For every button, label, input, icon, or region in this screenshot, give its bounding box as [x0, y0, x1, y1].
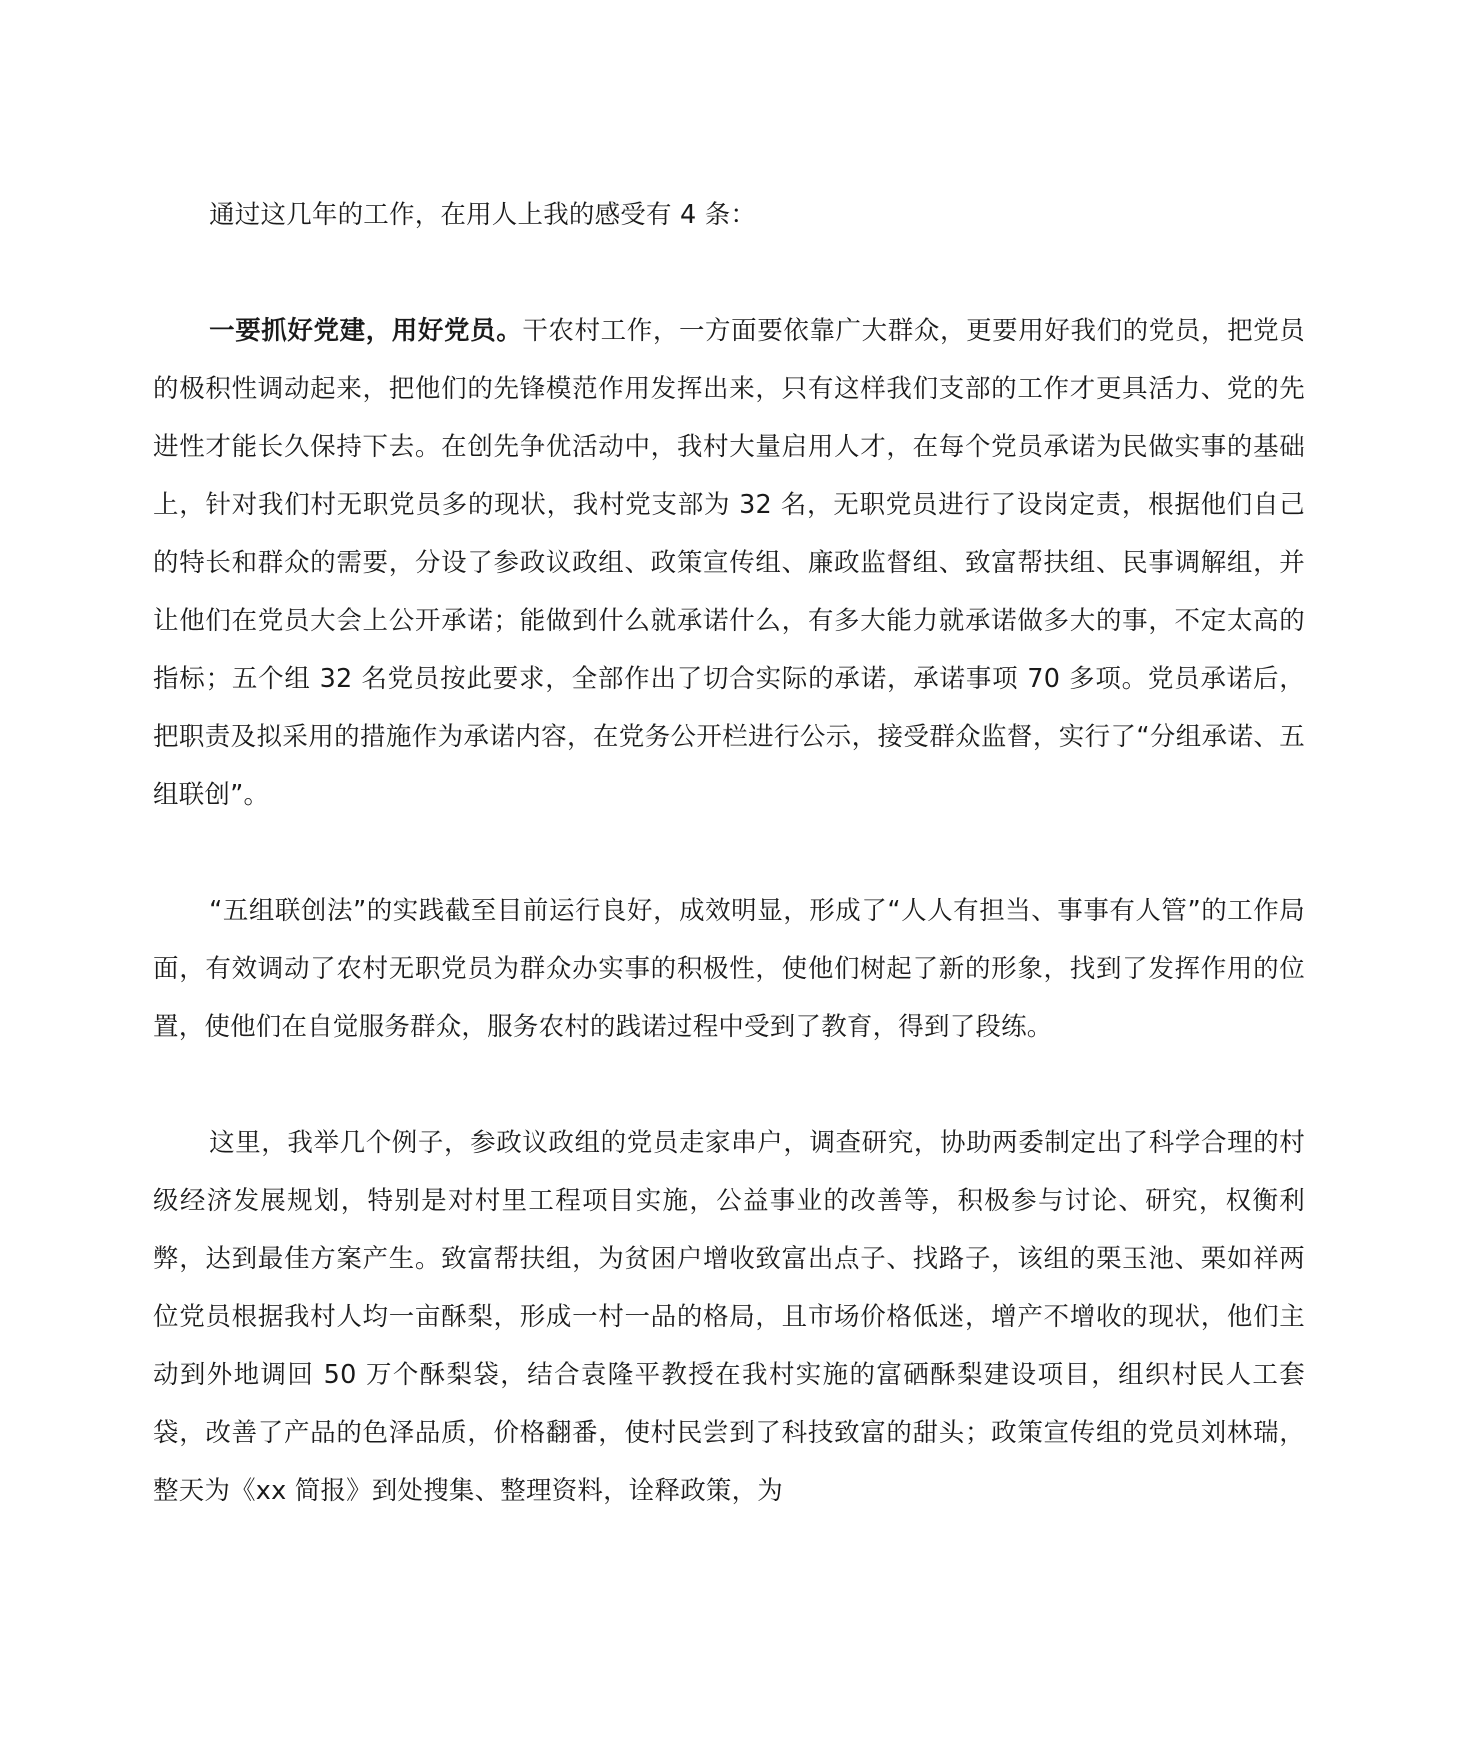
- document-body: [153, 186, 1305, 1578]
- paragraph-examples: [153, 1114, 1305, 1520]
- paragraph-text: “五组联创法”的实践截至目前运行良好，成效明显，形成了“人人有担当、事事有人管”的工作局面，有效调动了农村无职党员为群众办实事的积极性，使他们树起了新的形象，找到了发挥作用的位置，使他们在自觉服务群众，服务农村的践诺过程中受到了教育，得到了段练。: [153, 896, 1305, 1042]
- paragraph-intro: [153, 186, 1305, 244]
- paragraph-lead-heading: 一要抓好党建，用好党员。: [209, 316, 523, 346]
- paragraph-text: 通过这几年的工作，在用人上我的感受有 4 条：: [209, 200, 757, 230]
- paragraph-text: 这里，我举几个例子，参政议政组的党员走家串户，调查研究，协助两委制定出了科学合理的村级经济发展规划，特别是对村里工程项目实施，公益事业的改善等，积极参与讨论、研究，权衡利弊，达到最佳方案产生。致富帮扶组，为贫困户增收致富出点子、找路子，该组的栗玉池、栗如祥两位党员根据我村人均一亩酥梨，形成一村一品的格局，且市场价格低迷，增产不增收的现状，他们主动到外地调回 50 万个酥梨袋，结合袁隆平教授在我村实施的富硒酥梨建设项目，组织村民人工套袋，改善了产品的色泽品质，价格翻番，使村民尝到了科技致富的甜头；政策宣传组的党员刘林瑞，整天为《xx 简报》到处搜集、整理资料，诠释政策，为: [153, 1128, 1305, 1506]
- paragraph-text: 干农村工作，一方面要依靠广大群众，更要用好我们的党员，把党员的极积性调动起来，把他们的先锋模范作用发挥出来，只有这样我们支部的工作才更具活力、党的先进性才能长久保持下去。在创先争优活动中，我村大量启用人才，在每个党员承诺为民做实事的基础上，针对我们村无职党员多的现状，我村党支部为 32 名，无职党员进行了设岗定责，根据他们自己的特长和群众的需要，分设了参政议政组、政策宣传组、廉政监督组、致富帮扶组、民事调解组，并让他们在党员大会上公开承诺；能做到什么就承诺什么，有多大能力就承诺做多大的事，不定太高的指标；五个组 32 名党员按此要求，全部作出了切合实际的承诺，承诺事项 70 多项。党员承诺后，把职责及拟采用的措施作为承诺内容，在党务公开栏进行公示，接受群众监督，实行了“分组承诺、五组联创”。: [153, 316, 1305, 810]
- paragraph-party-building: [153, 302, 1305, 824]
- paragraph-five-groups: [153, 882, 1305, 1056]
